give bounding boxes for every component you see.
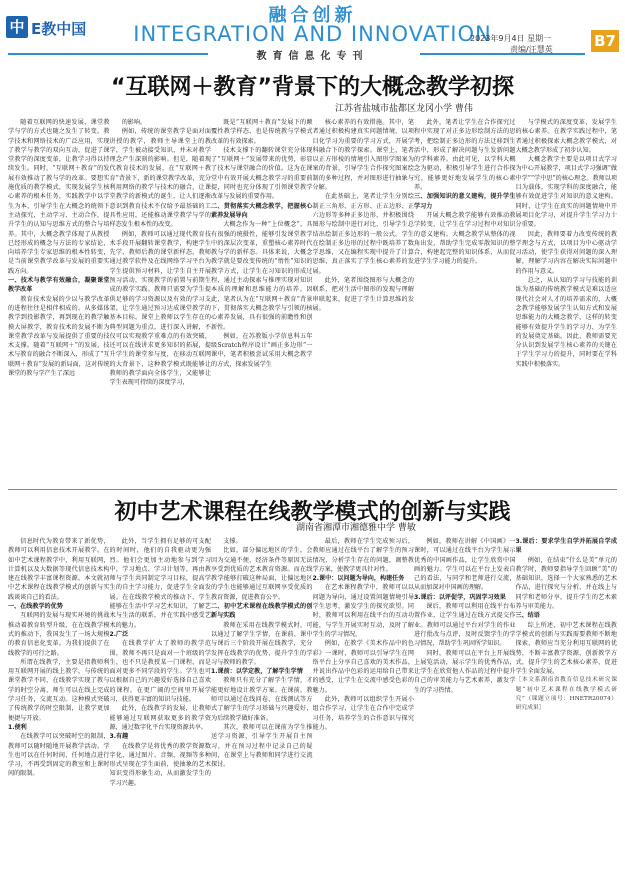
logo-text: E教中国 <box>31 20 87 38</box>
paragraph: 此外，当学生拥有足够的可支配的时间时，他们的自我驱动更为强烈。他们会更加主动地参与到学习中，学习地点、学习计划等，再由教师与学生共同制定学习目标，提高学生的自主学习能力，促进学生全面发展。在在线教学模式的推动下，学生能够在生活中学习艺术知识，了解艺术与生活的联系，并在实践中感受艺术的魅力。 <box>109 538 211 629</box>
paragraph: 此外，笔者让学生在合作探究过程中实现了对正多边形绘制方法的思考，把绘制正多边形的方法迁移到生活中，形成了解决问题与生发新问题的学科素养。由此可见，以学科大概念为驱动，积极引导学生进行合作探究，能够更好地发展学生的核心素养。 <box>414 119 516 192</box>
section-heading: 3.课后：要求学生自学并拓展自学成果 <box>515 538 617 555</box>
article2-byline: 湖南省湘潭市湘德雅中学 曹敏 <box>296 523 416 533</box>
logo-box: 中 <box>6 16 28 38</box>
paragraph: ［本文系湖南省教育信息技术研究课题“初中艺术课程在线教学模式研究”（课题立项号：HNETR20074）研究成果］ <box>515 677 617 712</box>
section-subtitle: 教育信息化专刊 <box>256 51 369 62</box>
article1-byline: 江苏省盐城市盐都区龙冈小学 曹伟 <box>335 104 473 114</box>
paragraph: 教师只有充分了解学生学情，才能更好地设计教学方案。在课前，教师可以通过在线问卷、在线测试等方式了解学生的学习基础与兴趣爱好，为后续教学做好准备。 <box>211 677 313 722</box>
page-number: B7 <box>591 30 619 52</box>
article1-title: “互联网＋教育”背景下的大概念教学初探 <box>111 75 514 100</box>
article1-column <box>211 118 313 488</box>
article1-body <box>8 118 617 488</box>
article2-column <box>414 537 516 889</box>
paragraph: 大概念教学主要是以项目式学习为中心开展教学，项目式学习强调“做中学”“学中思”的核心理念。教师以项目为载体，实现学科的深度融合，能够有效促进学生对知识的意义建构。同时，让学生在真实的问题情境中开展项目化学习，对提升学生学习力十分重要。 <box>515 156 617 229</box>
section-title-english: INTEGRATION AND INNOVATION <box>133 22 492 46</box>
paragraph: 在线教学是将优秀的教学资源数字化，通过图片、音频、视频等多种形式呈现在学生面前，使抽象的艺术知识变得形象生动，从而激发学生的学习兴趣。 <box>109 742 211 787</box>
paragraph: 大概念作为一种“上位概念”，具有很强的统摄性，能够引发课堂教学中的深层次变革，重塑核心素养时代教与学的新样态。具体来说，大概念教学就是要改变传统的“惰性”知识的教学方式，让学生在习知识的形成过程，通过主动探索与推理实现对知识本质的理解和思维能力的培养。因此，笔者认为在“互联网＋教育”背景下，贯彻落实大概念教学与引领的核心素养发展，具有很强的前瞻性和创新性。 <box>211 221 313 331</box>
paragraph: 所谓在线教学，主要是指教师利用互联网开展的线上教学，与传统的课堂教学不同，在线教学实现了教与学的时空分离，师生可以在线上完成学习任务，交流互动。这种模式突破了传统教学的时空限制，让教学更加便捷与开放。 <box>8 658 110 722</box>
article2-column <box>8 537 110 889</box>
paragraph: 信息时代为教育带来了新优势，教师可以利用信息技术开展教学。在如中艺术课程教学中，利用互联网，计算机以及大数据等现代信息技术构建在线教学丰富课程资源。本文就初中艺术课程在线教学模式的创新与实践谈谈自己的看法。 <box>8 538 110 601</box>
section-heading: 2.广泛 <box>109 630 129 638</box>
page-header <box>0 0 625 64</box>
article1-column <box>110 118 212 488</box>
paragraph: 的影响。 <box>121 119 147 126</box>
section-heading: 三、结语 <box>515 612 540 620</box>
paragraph: 在线教学可以突破时空的限制，教师可以随时随地开展教学活动。学生也可以在任何时间、任何地点进行学习，不再受到固定的教室和上课时间的限制。 <box>8 733 110 778</box>
paragraph: 此外，在线教学的发展，让教师能够通过互联网获取更多的教学资源，通过数字化平台实现资源共享。 <box>109 705 211 731</box>
paragraph: 教师在采用在线教学模式时，可以通过了解学生学情，在课前、课中与课后三个阶段开展在线教学，充分发挥在线教学的优势，提升学生的学习与教师的教学。 <box>211 621 313 666</box>
section-title: 融合创新 <box>268 5 357 26</box>
paragraph: 技术支撑下的翻转课堂充分体现了“互联网＋”发展带来的优势，彰显了技术与课堂融合的价值。这为在课堂中有效开展大概念教学习的重要前提，同时也充分体现了引领课堂教学改革与发展的重要作用。 <box>211 146 313 201</box>
paragraph: 此外，笔者围绕图形与大概念的联系，把对生活中图形的发现与理解串联起来，促进了学生计算思维的发展。 <box>312 277 414 312</box>
paragraph: 互联网的发展与现实环境的挑战推动着教育转型升级，在在线教学模式的推动下，我国发生了一场大规模的教育信息化变革。为我们提供了在线教学的可行之路。 <box>8 612 110 657</box>
paragraph: 此外，教师可以组织学生开展小组合作学习，让学生在合作中完成学习任务，培养学生的合作意识与探究能力。 <box>312 696 414 731</box>
paragraph: 总之，从认知的学习与技能的训练为基础的传统教学模式是难以适应现代社会对人才的培养需求的，大概念教学能够发展学生认知方式和发展思维能力的大概念教学，这样的转变能够有效提升学生的学习力，为学生的发展奠定基础。因此，教师需要充分认识到发展学生核心素养的关键在于学生学习力的提升，同时要在学科实践中积极落实。 <box>515 277 617 368</box>
article1-column <box>8 118 110 488</box>
article-divider <box>8 489 617 490</box>
article2-title: 初中艺术课程在线教学模式的创新与实践 <box>114 500 511 525</box>
section-heading: 3.课后：以评促学，巩固学习效果 <box>414 593 506 601</box>
paragraph: 例如，在结束“什么是美”单元的教学时，教师要指导学生回顾“美”的基础知识，选择一个大家熟悉的艺术作品，进行探究与分析，并在线上与同学和老师分享，提升学生的艺术素养与审美能力。 <box>515 556 617 611</box>
article2-column <box>516 537 618 889</box>
article2-column <box>110 537 212 889</box>
paragraph: 在此基础上，笔者让学生分别绘制正三角形、正方形、正五边形、正六边形等多种正多边形，并积极围绕图形与绘制中进行对比，引导学生总结出绘制正多边形的一般公式。学生在绘制正多边形的过程中既培养了数学思维，又在编程实现中提升了计算思维，真正落实了学生核心素养的发展。 <box>312 193 414 275</box>
paragraph: 比如，部分偏远地区的学生，会因为交通不便、经济条件等原因无法享受到优质的艺术教育资源。而在线教学能够打破这种局面，让偏远地区的学生也能够通过互联网享受优质的教育资源，促进教育公平。 <box>211 547 313 601</box>
section-heading: 2.课中：以问题为导向，构建任务 <box>312 575 405 583</box>
paragraph: 随着互联网的快速发展，课堂教学与学的方式也随之发生了转变。教学技术和网络技术的广泛应用，实现了教学与教学的双向互动，促进了课堂教学的深度变革，让教学习得以持续发生。同时，“互联网＋教育”的发展有效推动了教与学的改革。要想实施优质的教学模式，实现发展学生核心素养的根本任务，实践教学中以学生为本，引导学生在大概念的统领下主动探究，主动学习、主动合作，提升学生的认知与思维方式的整合与培养。其中，大概念教学体现了从教授已经形成的概念与方法的专家结论，向培养学生专家思维的根本性转变，是当前课堂教学改革与发展的重要实践方向。 <box>8 119 110 275</box>
paragraph: 与学模式的深度变革，发展学生的核心素养。在教学实践过程中，笔者通过积极探索大概念教学模式，对大概念教学形成了初步认知。 <box>515 119 617 154</box>
section-heading: 1.课前：以学定教，了解学生学情 <box>211 668 303 676</box>
paragraph: 因此，教师要着力改变传统的教学理念与方式，以项目为中心驱动学习活动，使学生获得对问题的深入理解，理解学习内容在解决实际问题中的作用与意义。 <box>515 230 617 275</box>
article2-column <box>211 537 313 889</box>
paragraph: 其次，教师可以在课前为学生推送学习资源，引导学生开展自主预习，并在预习过程中记录自己的疑问，在课堂上与教师和同学进行交流探讨。 <box>211 723 313 769</box>
paragraph: 综上所述，初中艺术课程在线教学模式的创新与实践需要教师不断地探索，教师应当充分利用互联网的优势，不断丰富教学资源，创新教学方式，提升学生的艺术核心素养，促进学生全面发展。 <box>515 621 617 676</box>
paragraph: 教育技术发展的少以与教学改革的进程往往是相伴相成的。从多媒体教学到投影教学，再到现在的教学触摸大屏教学，教育技术的发展不断为课堂教学改革与发展提供了重要的技术支撑。随着“互联网＋”的发展，技术与教育的融合不断深入，形成了“互联网＋教育”发展的新局面，这对传统课堂的教与学产生了深远 <box>8 295 110 378</box>
section-heading: 1.便利 <box>8 723 27 731</box>
paragraph: 核心素养的有效措施。其中，笔者通过积极构建真实问题情境，以项目化学习为重要的学习方式，开展学科融合下的教学探索。课堂上，笔者以正方形棱的情境引入图形学图案为案的背景，引导学生合作探究图案绘制的多种过程，并对图形进行抽象与分解。 <box>312 119 414 192</box>
article1-column <box>313 118 415 488</box>
section-heading: 一、技术与教学有效融合，凝聚课堂教学改革 <box>8 277 110 294</box>
editor-credit: 责编/汪慧英 <box>510 45 553 54</box>
paragraph: 课后，教师可以利用在线平台布置作业，让学生通过在线方式提交作业。教师可以通过平台对学生的作业进行批改与点评，及时反馈学生的学习情况，帮助学生巩固所学知识。 <box>414 603 516 648</box>
section-heading: 三、加强知识的意义建构，提升学生学习力 <box>414 193 516 210</box>
header-rule-right <box>420 53 585 55</box>
paragraph: 例如，在苏教版小学信息科五年级Scratch程序设计“画正多边形”一课中，笔者积极尝试采用大概念教学的方式，探索发展学生 <box>211 332 313 368</box>
paragraph: 例如，教师可以通过现代教育技术手段开展翻转课堂教学，构建学生先学、教师后教的课堂新样态，教师通过教学软件及在线网络学习平台为学生提供预习材料，让学生自主开展预习活动，实现教学的前置与前期生成的教学实践。教师只需要为学生提供足够的学习资源以及有效的学习支架，让学生通过预习达成课堂教学的基本目标。课堂上教师以学生存在的典型问题为重点，进行深入讲解，不仅可以实现教学重难点的有效突破，还可以在线讲求更多知识的拓展，提升学生的课堂参与度，在移动互联网的大背景下，这种教学模式既能够让教师的教学面向全体学生，又能够让学生表现可持续的深度学习， <box>109 230 211 387</box>
section-heading: 一、在线教学的优势 <box>8 603 63 611</box>
paragraph: 例如，传统的课堂教学是面对面讲授的教学，教师主导课堂上的教学，学生被动接受知识，并未对教学理念产生深刻的影响。但是，随着现代教育技术的发展，在“互联网＋教育”背景下，新的课堂教学改革，充分利用网络的教学与技术的融合，让课堂教学的新模式的诞生，让人们逐渐意识到教育技术不仅给予最基础的工具性应用，还能推动课堂教学与学的样态发生根本性的改变。 <box>109 128 211 229</box>
section-heading: 二、贯彻落实大概念教学，把握核心素养发展导向 <box>211 202 313 219</box>
paragraph: 例如，在教学《美术作品中的色彩》一课时，教师可以引导学生在网络平台上分享自己喜欢的美术作品，并说出作品中色彩的运用给自己带来的感受，让学生在交流中感受色彩的魅力。 <box>312 640 414 694</box>
section-heading: 3.有趣 <box>109 733 129 741</box>
paragraph: 最后，教师在学生完成预习后，教师应通过在线平台了解学生的预习情况，分析学生存在的问题，调整教学方案，使教学更具针对性。 <box>312 538 414 573</box>
article1-column <box>516 118 618 488</box>
section-heading: 二、初中艺术课程在线教学模式的创新与实践 <box>211 603 313 620</box>
article2-body <box>8 537 617 889</box>
paragraph: 在线教学扩大了教师的教学范围，教师不再只是面对一个班级的学生，也不只是教授某一门课程，而是面对更多不同学段的学生。学生也可以根据自己的兴趣爱好选择自己喜欢的课程，在更广阔的空间里开展学习，获得更丰富的知识与技能。 <box>109 640 211 704</box>
paragraph: 开展大概念教学能够有效推动教学转变，让学生在学习过程中对知识的意义建构。大概念教学从整体的视角出发，帮助学生完成零散知识的整合，构建起完整的知识体系，从而促进学生学习能力的提升。 <box>414 211 516 266</box>
paragraph: 在艺术课程教学中，教师可以以问题为导向，通过设置问题情境引导学生思考，激发学生的探究欲望。同时，教师可以利用在线平台的互动功能，与学生开展实时互动，及时了解学生的学习情况。 <box>312 584 414 638</box>
paragraph: 例如，教师在讲解《中国画》一课时，可以通过在线平台为学生展示优秀的中国画作品，让学生欣赏中国画的魅力。学生可以在平台上发表自己的看法，与同学和老师进行交流，从而加深对中国画的理解。 <box>414 538 516 592</box>
paragraph: 既是“互联网＋教育”发展下的颠覆性教学样态，也是传统教与学模式改革的有效探索。 <box>211 119 313 145</box>
article1-column <box>414 118 516 488</box>
issue-date: 2023年9月4日 星期一 <box>470 34 552 43</box>
article2-column <box>313 537 415 889</box>
paragraph: 支撑。 <box>223 538 242 545</box>
paragraph: 同时，教师可以在平台上开展线上展览活动，展示学生的优秀作品，让学生在欣赏他人作品的过程中提升自己的审美能力与艺术素养，激发学生的学习热情。 <box>414 649 516 694</box>
